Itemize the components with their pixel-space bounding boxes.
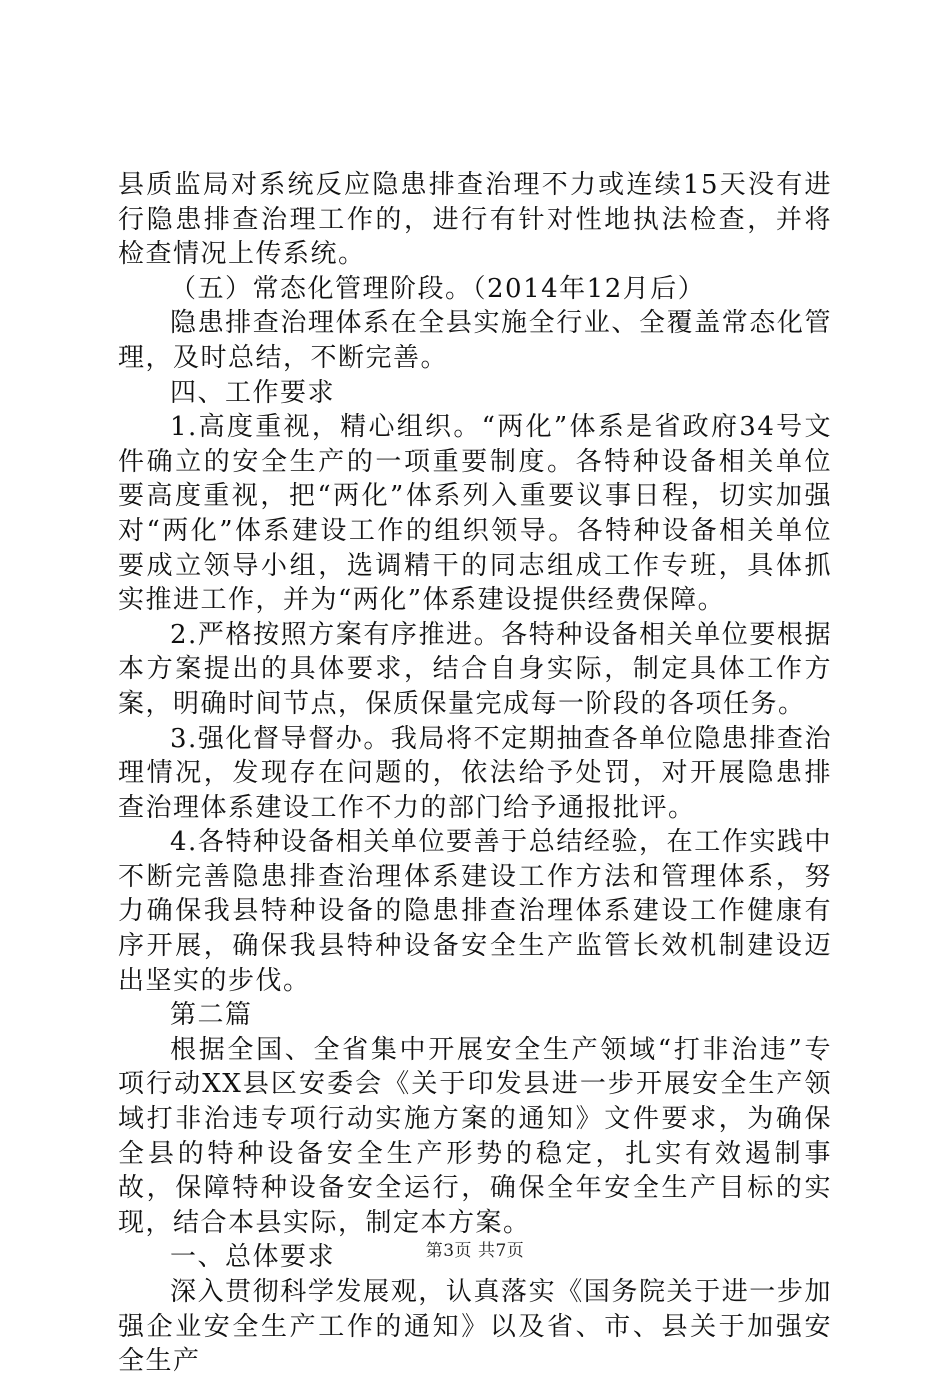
paragraph-stage-five-body: 隐患排查治理体系在全县实施全行业、全覆盖常态化管理，及时总结，不断完善。 — [118, 308, 832, 373]
paragraph-stage-five-heading: （五）常态化管理阶段。（2014年12月后） — [170, 273, 706, 304]
chapter-heading-part-two: 第二篇 — [170, 1000, 253, 1031]
paragraph-continuation: 县质监局对系统反应隐患排查治理不力或连续15天没有进行隐患排查治理工作的，进行有针对性地执法检查，并将检查情况上传系统。 — [118, 170, 832, 270]
section-heading-general-requirements: 一、总体要求 — [170, 1242, 336, 1273]
paragraph-general-requirements-body: 深入贯彻科学发展观，认真落实《国务院关于进一步加强企业安全生产工作的通知》以及省、市、县关于加强安全生产 — [118, 1277, 832, 1377]
document-body — [118, 168, 832, 1379]
paragraph-part-two-intro: 根据全国、全省集中开展安全生产领域“打非治违”专项行动XX县区安委会《关于印发县进一步开展安全生产领域打非治违专项行动实施方案的通知》文件要求，为确保全县的特种设备安全生产形势的稳定，扎实有效遏制事故，保障特种设备安全运行，确保全年安全生产目标的实现，结合本县实际，制定本方案。 — [118, 1034, 832, 1238]
page-number-footer: 第3页 共7页 — [425, 1241, 525, 1261]
paragraph-requirement-3: 3.强化督导督办。我局将不定期抽查各单位隐患排查治理情况，发现存在问题的，依法给予处罚，对开展隐患排查治理体系建设工作不力的部门给予通报批评。 — [118, 723, 832, 823]
section-heading-work-requirements: 四、工作要求 — [170, 377, 336, 408]
paragraph-requirement-1: 1.高度重视，精心组织。“两化”体系是省政府34号文件确立的安全生产的一项重要制度。各特种设备相关单位要高度重视，把“两化”体系列入重要议事日程，切实加强对“两化”体系建设工作的组织领导。各特种设备相关单位要成立领导小组，选调精干的同志组成工作专班，具体抓实推进工作，并为“两化”体系建设提供经费保障。 — [118, 412, 832, 616]
paragraph-requirement-4: 4.各特种设备相关单位要善于总结经验，在工作实践中不断完善隐患排查治理体系建设工作方法和管理体系，努力确保我县特种设备的隐患排查治理体系建设工作健康有序开展，确保我县特种设备安全生产监管长效机制建设迈出坚实的步伐。 — [118, 827, 832, 996]
paragraph-requirement-2: 2.严格按照方案有序推进。各特种设备相关单位要根据本方案提出的具体要求，结合自身实际，制定具体工作方案，明确时间节点，保质保量完成每一阶段的各项任务。 — [118, 619, 832, 719]
